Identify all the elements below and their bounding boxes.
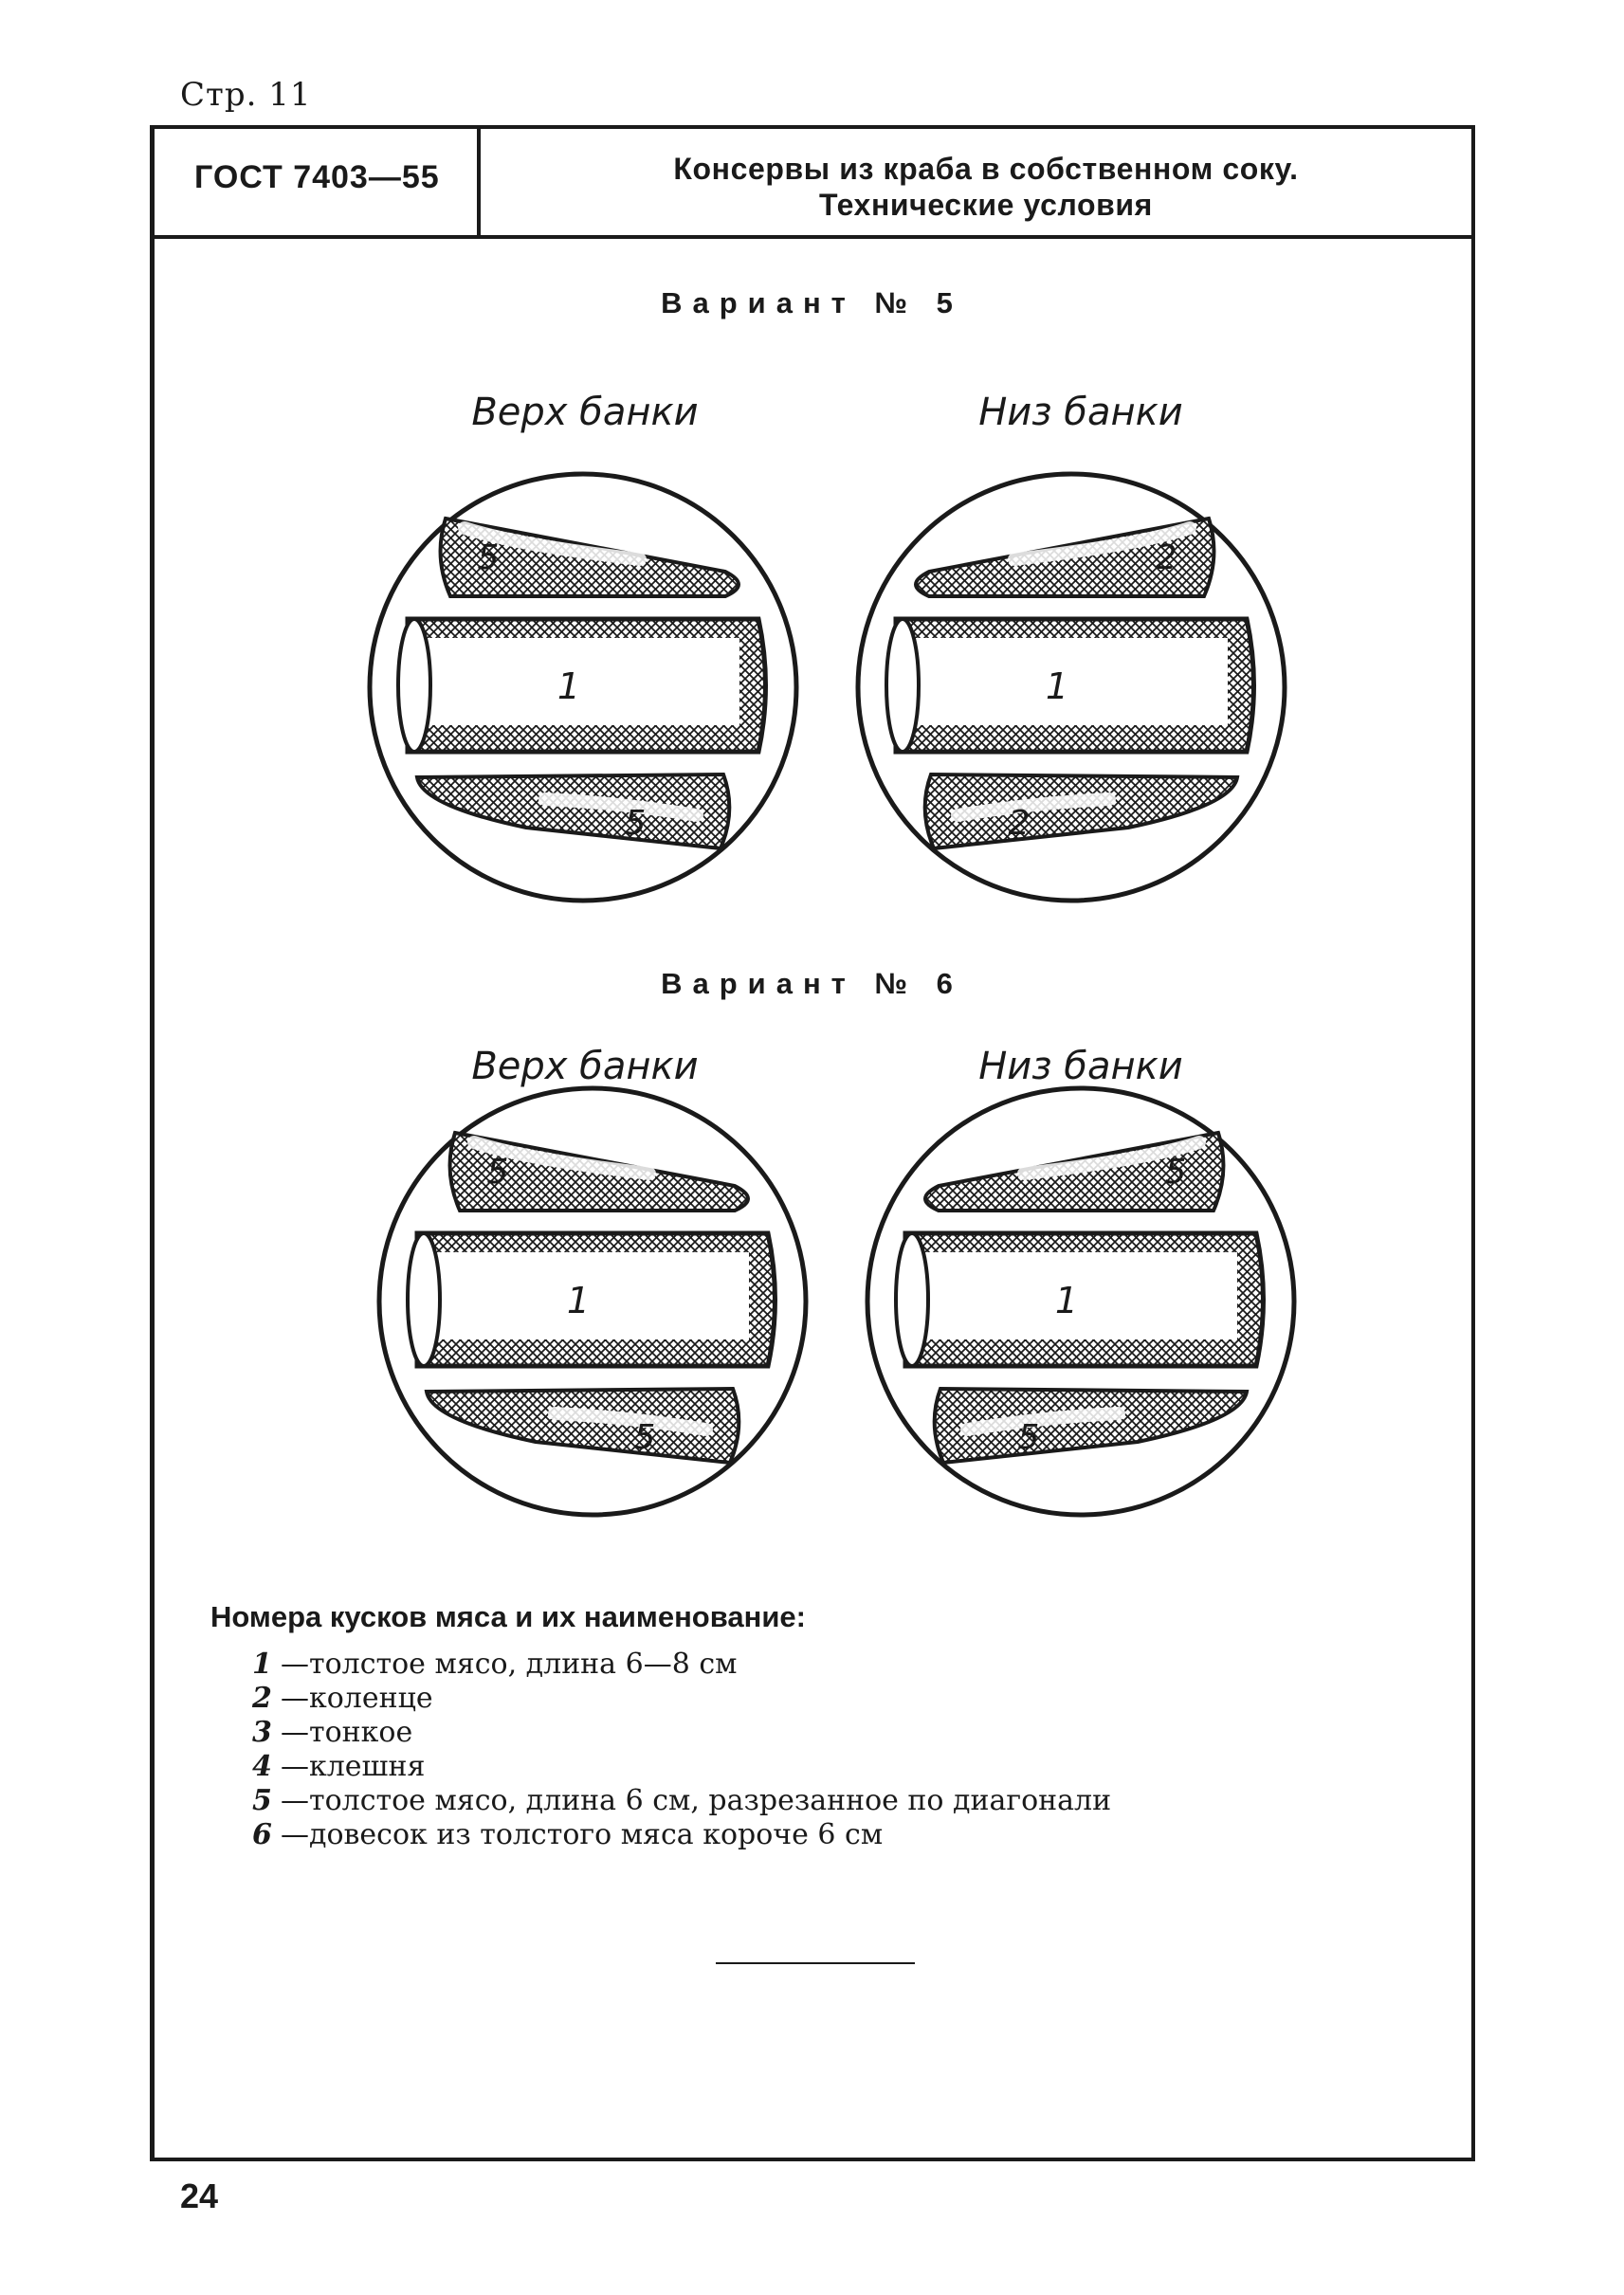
legend-dash: —: [281, 1784, 309, 1817]
cylinder-end: [408, 1233, 440, 1366]
document-title-line-1: Консервы из краба в собственном соку.: [673, 152, 1299, 186]
legend-list: [252, 1648, 1111, 1852]
variant-6-bottom-label: Низ банки: [978, 1045, 1183, 1088]
legend-text: клешня: [309, 1750, 426, 1783]
cylinder-end: [398, 619, 430, 752]
lower-piece-number: 5: [1017, 1418, 1040, 1457]
legend-text: тонкое: [309, 1716, 413, 1749]
page-label: Стр. 11: [180, 76, 312, 114]
variant-6-title: Вариант № 6: [661, 967, 963, 1000]
legend-text: довесок из толстого мяса короче 6 см: [309, 1818, 884, 1851]
legend-text: толстое мясо, длина 6—8 см: [309, 1648, 738, 1681]
standard-code: ГОСТ 7403—55: [194, 159, 440, 195]
middle-piece-number: 1: [566, 1280, 591, 1321]
variant-6-top-label: Верх банки: [471, 1045, 699, 1088]
legend-dash: —: [281, 1750, 309, 1783]
legend-item: [252, 1716, 1111, 1750]
cylinder-end: [886, 619, 919, 752]
legend-title: Номера кусков мяса и их наименование:: [210, 1600, 806, 1633]
legend-dash: —: [281, 1818, 309, 1851]
cylinder-end: [896, 1233, 928, 1366]
variant-5-top-label: Верх банки: [471, 391, 699, 434]
legend-number: 5: [252, 1784, 272, 1817]
legend-item: [252, 1682, 1111, 1716]
legend-dash: —: [281, 1648, 309, 1681]
legend-number: 2: [252, 1682, 272, 1715]
legend-number: 6: [252, 1818, 272, 1851]
document-title-line-2: Технические условия: [819, 188, 1153, 222]
legend-item: [252, 1818, 1111, 1852]
lower-piece-number: 5: [633, 1418, 656, 1457]
legend-item: [252, 1648, 1111, 1682]
legend-dash: —: [281, 1716, 309, 1749]
middle-piece-number: 1: [1045, 665, 1069, 707]
variant-5-top-can: [370, 474, 796, 901]
page-number: 24: [180, 2177, 219, 2215]
variant-6-bottom-can: [867, 1088, 1294, 1515]
upper-piece-number: 5: [477, 538, 500, 577]
lower-piece-number: 5: [624, 804, 647, 843]
upper-piece-number: 5: [486, 1153, 509, 1192]
lower-piece-number: 2: [1008, 804, 1031, 843]
variant-5-bottom-can: [858, 474, 1285, 901]
legend-number: 4: [252, 1750, 272, 1783]
legend-item: [252, 1750, 1111, 1784]
legend-text: коленце: [309, 1682, 433, 1715]
legend-item: [252, 1784, 1111, 1818]
variant-5-title: Вариант № 5: [661, 286, 963, 319]
upper-piece-number: 2: [1155, 538, 1177, 577]
middle-piece-number: 1: [1054, 1280, 1079, 1321]
legend-number: 1: [252, 1648, 272, 1681]
legend-text: толстое мясо, длина 6 см, разрезанное по диагонали: [309, 1784, 1112, 1817]
middle-piece-number: 1: [557, 665, 581, 707]
upper-piece-number: 5: [1164, 1153, 1187, 1192]
variant-6-top-can: [379, 1088, 806, 1515]
legend-dash: —: [281, 1682, 309, 1715]
variant-5-bottom-label: Низ банки: [978, 391, 1183, 434]
legend-number: 3: [252, 1716, 272, 1749]
end-rule: [716, 1962, 915, 1964]
